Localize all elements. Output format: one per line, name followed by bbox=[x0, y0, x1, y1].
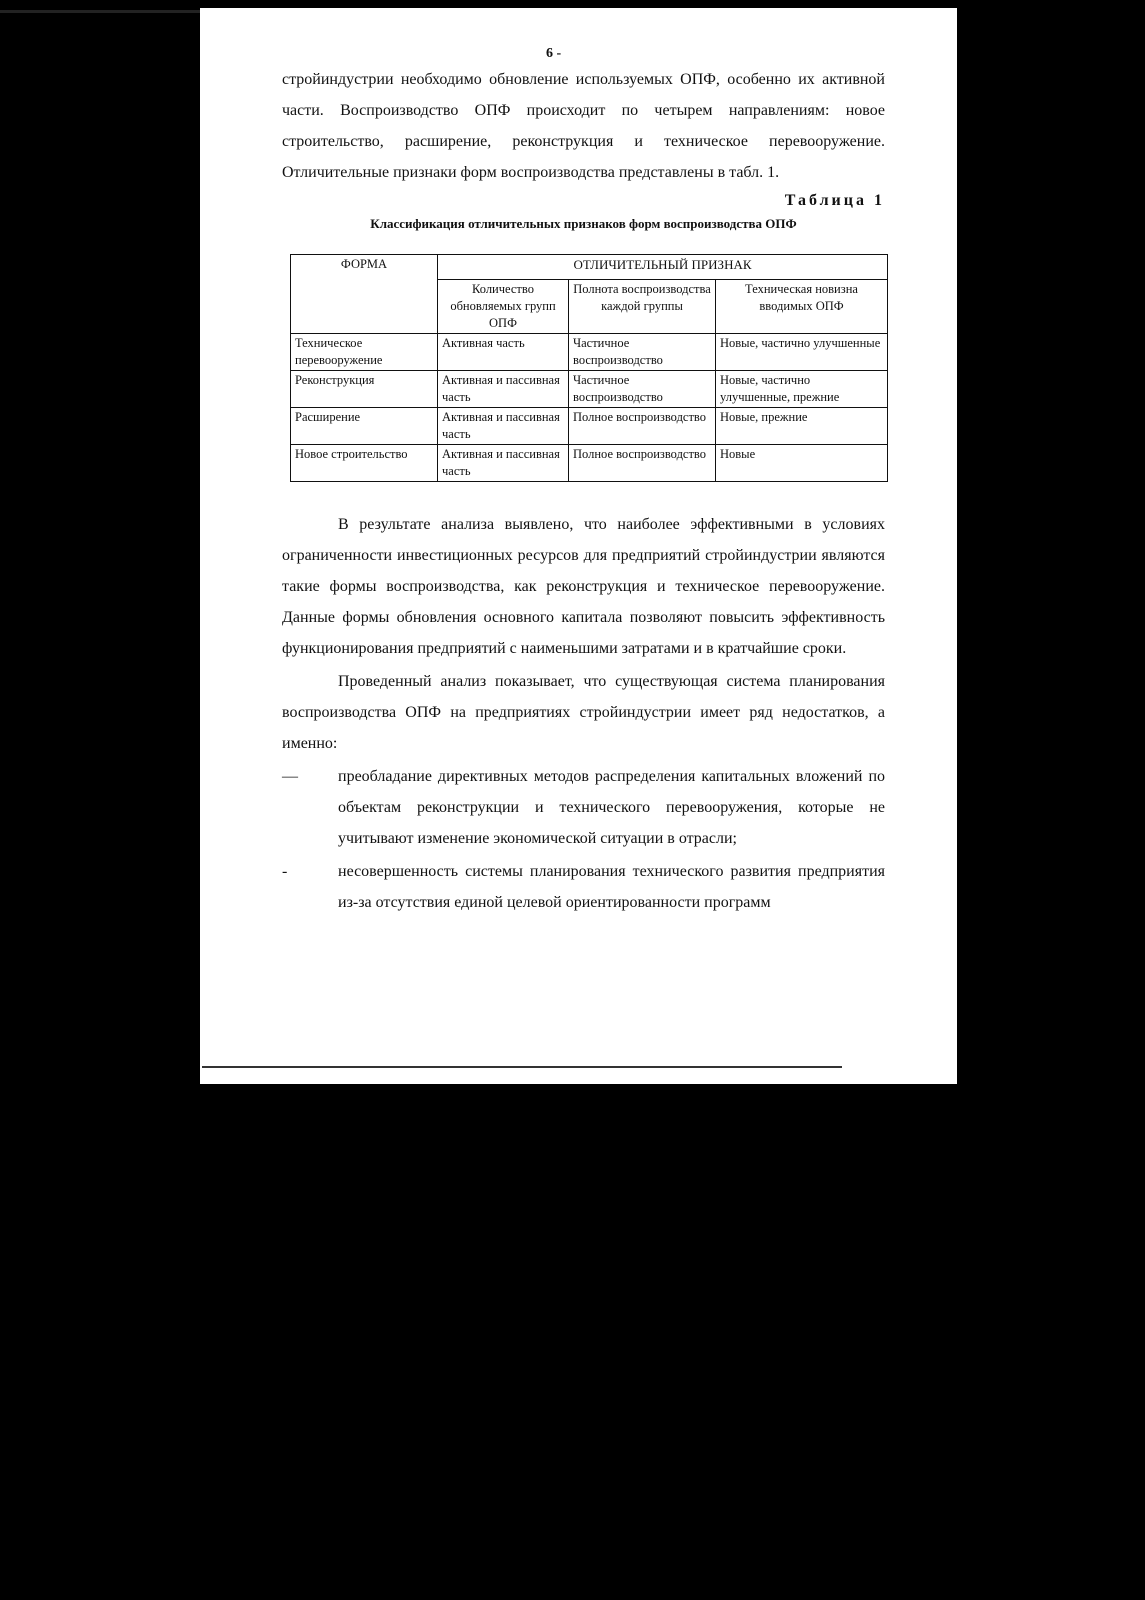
list-marker: — bbox=[282, 768, 298, 785]
table-row bbox=[291, 371, 888, 408]
row-novelty: Новые, прежние bbox=[716, 408, 888, 445]
row-quantity: Активная и пассивная часть bbox=[438, 408, 569, 445]
row-form: Техническое перевооружение bbox=[291, 334, 438, 371]
list-item bbox=[282, 761, 885, 854]
table-header-row bbox=[291, 255, 888, 280]
row-completeness: Частичное воспроизводство bbox=[569, 371, 716, 408]
header-form: ФОРМА bbox=[291, 255, 438, 334]
classification-table bbox=[290, 254, 888, 482]
header-group: ОТЛИЧИТЕЛЬНЫЙ ПРИЗНАК bbox=[438, 255, 888, 280]
row-quantity: Активная и пассивная часть bbox=[438, 371, 569, 408]
row-quantity: Активная часть bbox=[438, 334, 569, 371]
row-completeness: Частичное воспроизводство bbox=[569, 334, 716, 371]
header-novelty: Техническая новизна вводимых ОПФ bbox=[716, 280, 888, 334]
paragraph-analysis-result: В результате анализа выявлено, что наиболее эффективными в условиях ограниченности инвестиционных ресурсов для предприятий стройиндустрии являются такие формы воспроизводства, как реконструкция и техническое перевооружение. Данные формы обновления основного капитала позволяют повысить эффективность функционирования предприятий с наименьшими затратами и в кратчайшие сроки. bbox=[282, 516, 885, 657]
table-title: Классификация отличительных признаков форм воспроизводства ОПФ bbox=[370, 216, 797, 231]
list-item bbox=[282, 856, 885, 918]
row-form: Реконструкция bbox=[291, 371, 438, 408]
row-novelty: Новые, частично улучшенные bbox=[716, 334, 888, 371]
page-number: 6 - bbox=[546, 46, 562, 61]
row-quantity: Активная и пассивная часть bbox=[438, 445, 569, 482]
row-novelty: Новые, частично улучшенные, прежние bbox=[716, 371, 888, 408]
paragraph-shortcomings: Проведенный анализ показывает, что существующая система планирования воспроизводства ОПФ на предприятиях стройиндустрии имеет ряд недостатков, а именно: bbox=[282, 673, 885, 752]
row-form: Расширение bbox=[291, 408, 438, 445]
page-body bbox=[282, 38, 885, 918]
document-page bbox=[200, 8, 957, 1084]
list-text: преобладание директивных методов распределения капитальных вложений по объектам реконструкции и технического перевооружения, которые не учитывают изменение экономической ситуации в отрасли; bbox=[338, 768, 885, 847]
row-completeness: Полное воспроизводство bbox=[569, 408, 716, 445]
row-novelty: Новые bbox=[716, 445, 888, 482]
table-row bbox=[291, 408, 888, 445]
list-text: несовершенность системы планирования технического развития предприятия из-за отсутствия единой целевой ориентированности программ bbox=[338, 863, 885, 911]
header-quantity: Количество обновляемых групп ОПФ bbox=[438, 280, 569, 334]
list-marker: - bbox=[282, 863, 288, 880]
table-row bbox=[291, 334, 888, 371]
table-label: Таблица 1 bbox=[784, 192, 885, 209]
row-completeness: Полное воспроизводство bbox=[569, 445, 716, 482]
row-form: Новое строительство bbox=[291, 445, 438, 482]
table-row bbox=[291, 445, 888, 482]
paragraph-intro: стройиндустрии необходимо обновление используемых ОПФ, особенно их активной части. Воспроизводство ОПФ происходит по четырем направлениям: новое строительство, расширение, реконструкция и техническое перевооружение. Отличительные признаки форм воспроизводства представлены в табл. 1. bbox=[282, 71, 885, 181]
header-completeness: Полнота воспроизводства каждой группы bbox=[569, 280, 716, 334]
bottom-rule bbox=[202, 1066, 842, 1068]
scan-edge bbox=[0, 0, 216, 13]
